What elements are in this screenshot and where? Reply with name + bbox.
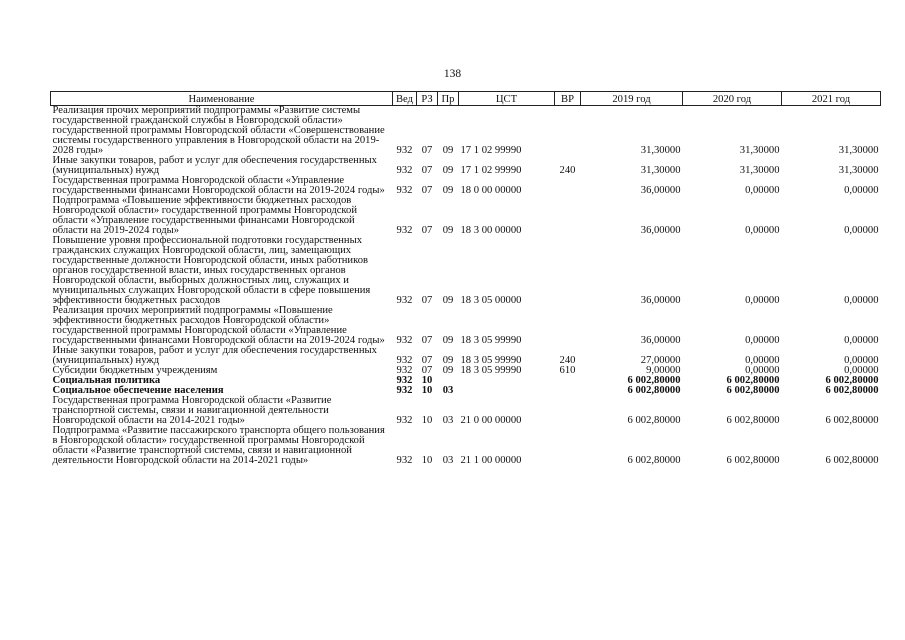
row-2020: 0,00000 [745,355,780,366]
table-row [51,306,881,346]
row-ved: 932 [396,145,413,156]
row-cst: 18 3 00 00000 [460,225,522,236]
row-2021: 0,00000 [844,335,879,346]
row-name: Подпрограмма «Повышение эффективности бюджетных расходов Новгородской области» государственной программы Новгородской области «Управление государственными финансами Новгородской области на 2019-2024 годы» [52,195,358,236]
row-ved: 932 [396,185,413,196]
row-vr [555,236,581,306]
row-2021: 0,00000 [844,365,879,376]
row-rz: 10 [421,375,433,386]
row-vr [555,176,581,196]
header-name: Наименование [51,92,393,106]
row-2020: 6 002,80000 [726,375,780,386]
row-2021: 0,00000 [844,185,879,196]
row-ved: 932 [396,455,413,466]
table-row [51,196,881,236]
row-pr: 03 [442,385,454,396]
table-header-row [51,92,881,106]
header-2019: 2019 год [581,92,683,106]
page-number: 138 [443,68,462,80]
row-rz: 10 [421,415,433,426]
row-ved: 932 [396,385,413,396]
row-pr: 09 [442,145,454,156]
header-ved: Вед [393,92,417,106]
row-cst: 21 0 00 00000 [460,415,522,426]
row-rz: 07 [421,365,433,376]
row-cst [459,386,555,396]
row-name: Социальное обеспечение населения [52,385,224,396]
row-cst: 21 1 00 00000 [460,455,522,466]
header-pr: Пр [438,92,459,106]
row-pr: 09 [442,355,454,366]
row-ved: 932 [396,375,413,386]
row-2019: 6 002,80000 [627,455,681,466]
row-rz: 07 [421,145,433,156]
table-row [51,236,881,306]
table-row [51,346,881,366]
row-vr [555,196,581,236]
row-rz: 10 [421,455,433,466]
row-pr: 09 [442,185,454,196]
row-2021: 6 002,80000 [825,415,879,426]
row-pr: 09 [442,335,454,346]
row-2019: 6 002,80000 [627,415,681,426]
row-cst: 18 3 05 99990 [460,355,522,366]
header-rz: РЗ [417,92,438,106]
row-rz: 07 [421,335,433,346]
row-2021: 6 002,80000 [825,385,879,396]
row-2019: 6 002,80000 [627,375,681,386]
row-pr: 03 [442,415,454,426]
row-2021: 31,30000 [838,165,879,176]
row-rz: 07 [421,295,433,306]
row-2020: 0,00000 [745,365,780,376]
row-ved: 932 [396,415,413,426]
row-2020: 6 002,80000 [726,415,780,426]
row-2019: 31,30000 [640,145,681,156]
header-vr: ВР [555,92,581,106]
table-row [51,176,881,196]
row-pr: 09 [442,165,454,176]
row-cst: 17 1 02 99990 [460,145,522,156]
row-cst: 18 3 05 99990 [460,335,522,346]
row-name: Повышение уровня профессиональной подготовки государственных гражданских служащих Новгородской области, лиц, замещающих государственные должности Новгородской области, иных работников органов государственной власти, иных государственных органов Новгородской области, выборных должностных лиц, служащих и муниципальных служащих Новгородской области в сфере повышения эффективности бюджетных расходов [52,235,371,306]
row-2019: 36,00000 [640,335,681,346]
row-2021: 6 002,80000 [825,455,879,466]
row-rz: 07 [421,355,433,366]
row-name: Иные закупки товаров, работ и услуг для обеспечения государственных (муниципальных) нужд [52,345,377,366]
row-2019: 31,30000 [640,165,681,176]
row-name: Реализация прочих мероприятий подпрограммы «Развитие системы государственной гражданской службы в Новгородской области» государственной программы Новгородской области «Совершенствование системы государственного управления в Новгородской области на 2019-2028 годы» [52,105,385,156]
row-name: Государственная программа Новгородской области «Управление государственными финансами Новгородской области на 2019-2024 годы» [52,175,385,196]
row-vr: 610 [559,365,576,376]
row-2021: 0,00000 [844,355,879,366]
row-2019: 9,00000 [646,365,681,376]
row-vr [555,306,581,346]
row-2021: 31,30000 [838,145,879,156]
row-vr [555,376,581,386]
row-ved: 932 [396,295,413,306]
row-2019: 27,00000 [640,355,681,366]
row-vr: 240 [559,355,576,366]
row-name: Подпрограмма «Развитие пассажирского транспорта общего пользования в Новгородской области» государственной программы Новгородской области «Развитие транспортной системы, связи и навигационной деятельности Новгородской области на 2014-2021 годы» [52,425,385,466]
row-pr: 09 [442,225,454,236]
row-2019: 36,00000 [640,295,681,306]
table-row [51,426,881,466]
row-vr [555,386,581,396]
row-name: Социальная политика [52,375,161,386]
row-ved: 932 [396,355,413,366]
row-2020: 0,00000 [745,185,780,196]
row-ved: 932 [396,225,413,236]
table-row [51,396,881,426]
row-2020: 6 002,80000 [726,455,780,466]
header-2021: 2021 год [782,92,881,106]
row-name: Субсидии бюджетным учреждениям [52,365,218,376]
row-2020: 0,00000 [745,295,780,306]
table-row [51,156,881,176]
row-cst: 18 3 05 99990 [460,365,522,376]
row-2020: 0,00000 [745,225,780,236]
row-ved: 932 [396,165,413,176]
row-2020: 31,30000 [739,165,780,176]
row-2019: 6 002,80000 [627,385,681,396]
row-vr: 240 [559,165,576,176]
row-cst: 18 3 05 00000 [460,295,522,306]
row-2021: 0,00000 [844,295,879,306]
row-name: Реализация прочих мероприятий подпрограммы «Повышение эффективности бюджетных расходов Новгородской области» государственной программы Новгородской области «Управление государственными финансами Новгородской области на 2019-2024 годы» [52,305,385,346]
row-pr: 03 [442,455,454,466]
row-cst: 18 0 00 00000 [460,185,522,196]
row-ved: 932 [396,335,413,346]
row-rz: 10 [421,385,433,396]
row-pr: 09 [442,365,454,376]
row-rz: 07 [421,225,433,236]
row-2020: 6 002,80000 [726,385,780,396]
header-cst: ЦСТ [459,92,555,106]
row-rz: 07 [421,165,433,176]
row-vr [555,106,581,157]
row-cst [459,376,555,386]
header-2020: 2020 год [683,92,782,106]
table-row [51,106,881,157]
budget-table [50,91,881,466]
row-2020: 0,00000 [745,335,780,346]
row-2021: 6 002,80000 [825,375,879,386]
row-name: Иные закупки товаров, работ и услуг для обеспечения государственных (муниципальных) нужд [52,155,377,176]
row-2020: 31,30000 [739,145,780,156]
row-cst: 17 1 02 99990 [460,165,522,176]
row-rz: 07 [421,185,433,196]
row-pr: 09 [442,295,454,306]
row-2019: 36,00000 [640,225,681,236]
row-ved: 932 [396,365,413,376]
row-vr [555,396,581,426]
row-2019: 36,00000 [640,185,681,196]
row-2021: 0,00000 [844,225,879,236]
row-vr [555,426,581,466]
row-name: Государственная программа Новгородской области «Развитие транспортной системы, связи и навигационной деятельности Новгородской области на 2014-2021 годы» [52,395,332,426]
